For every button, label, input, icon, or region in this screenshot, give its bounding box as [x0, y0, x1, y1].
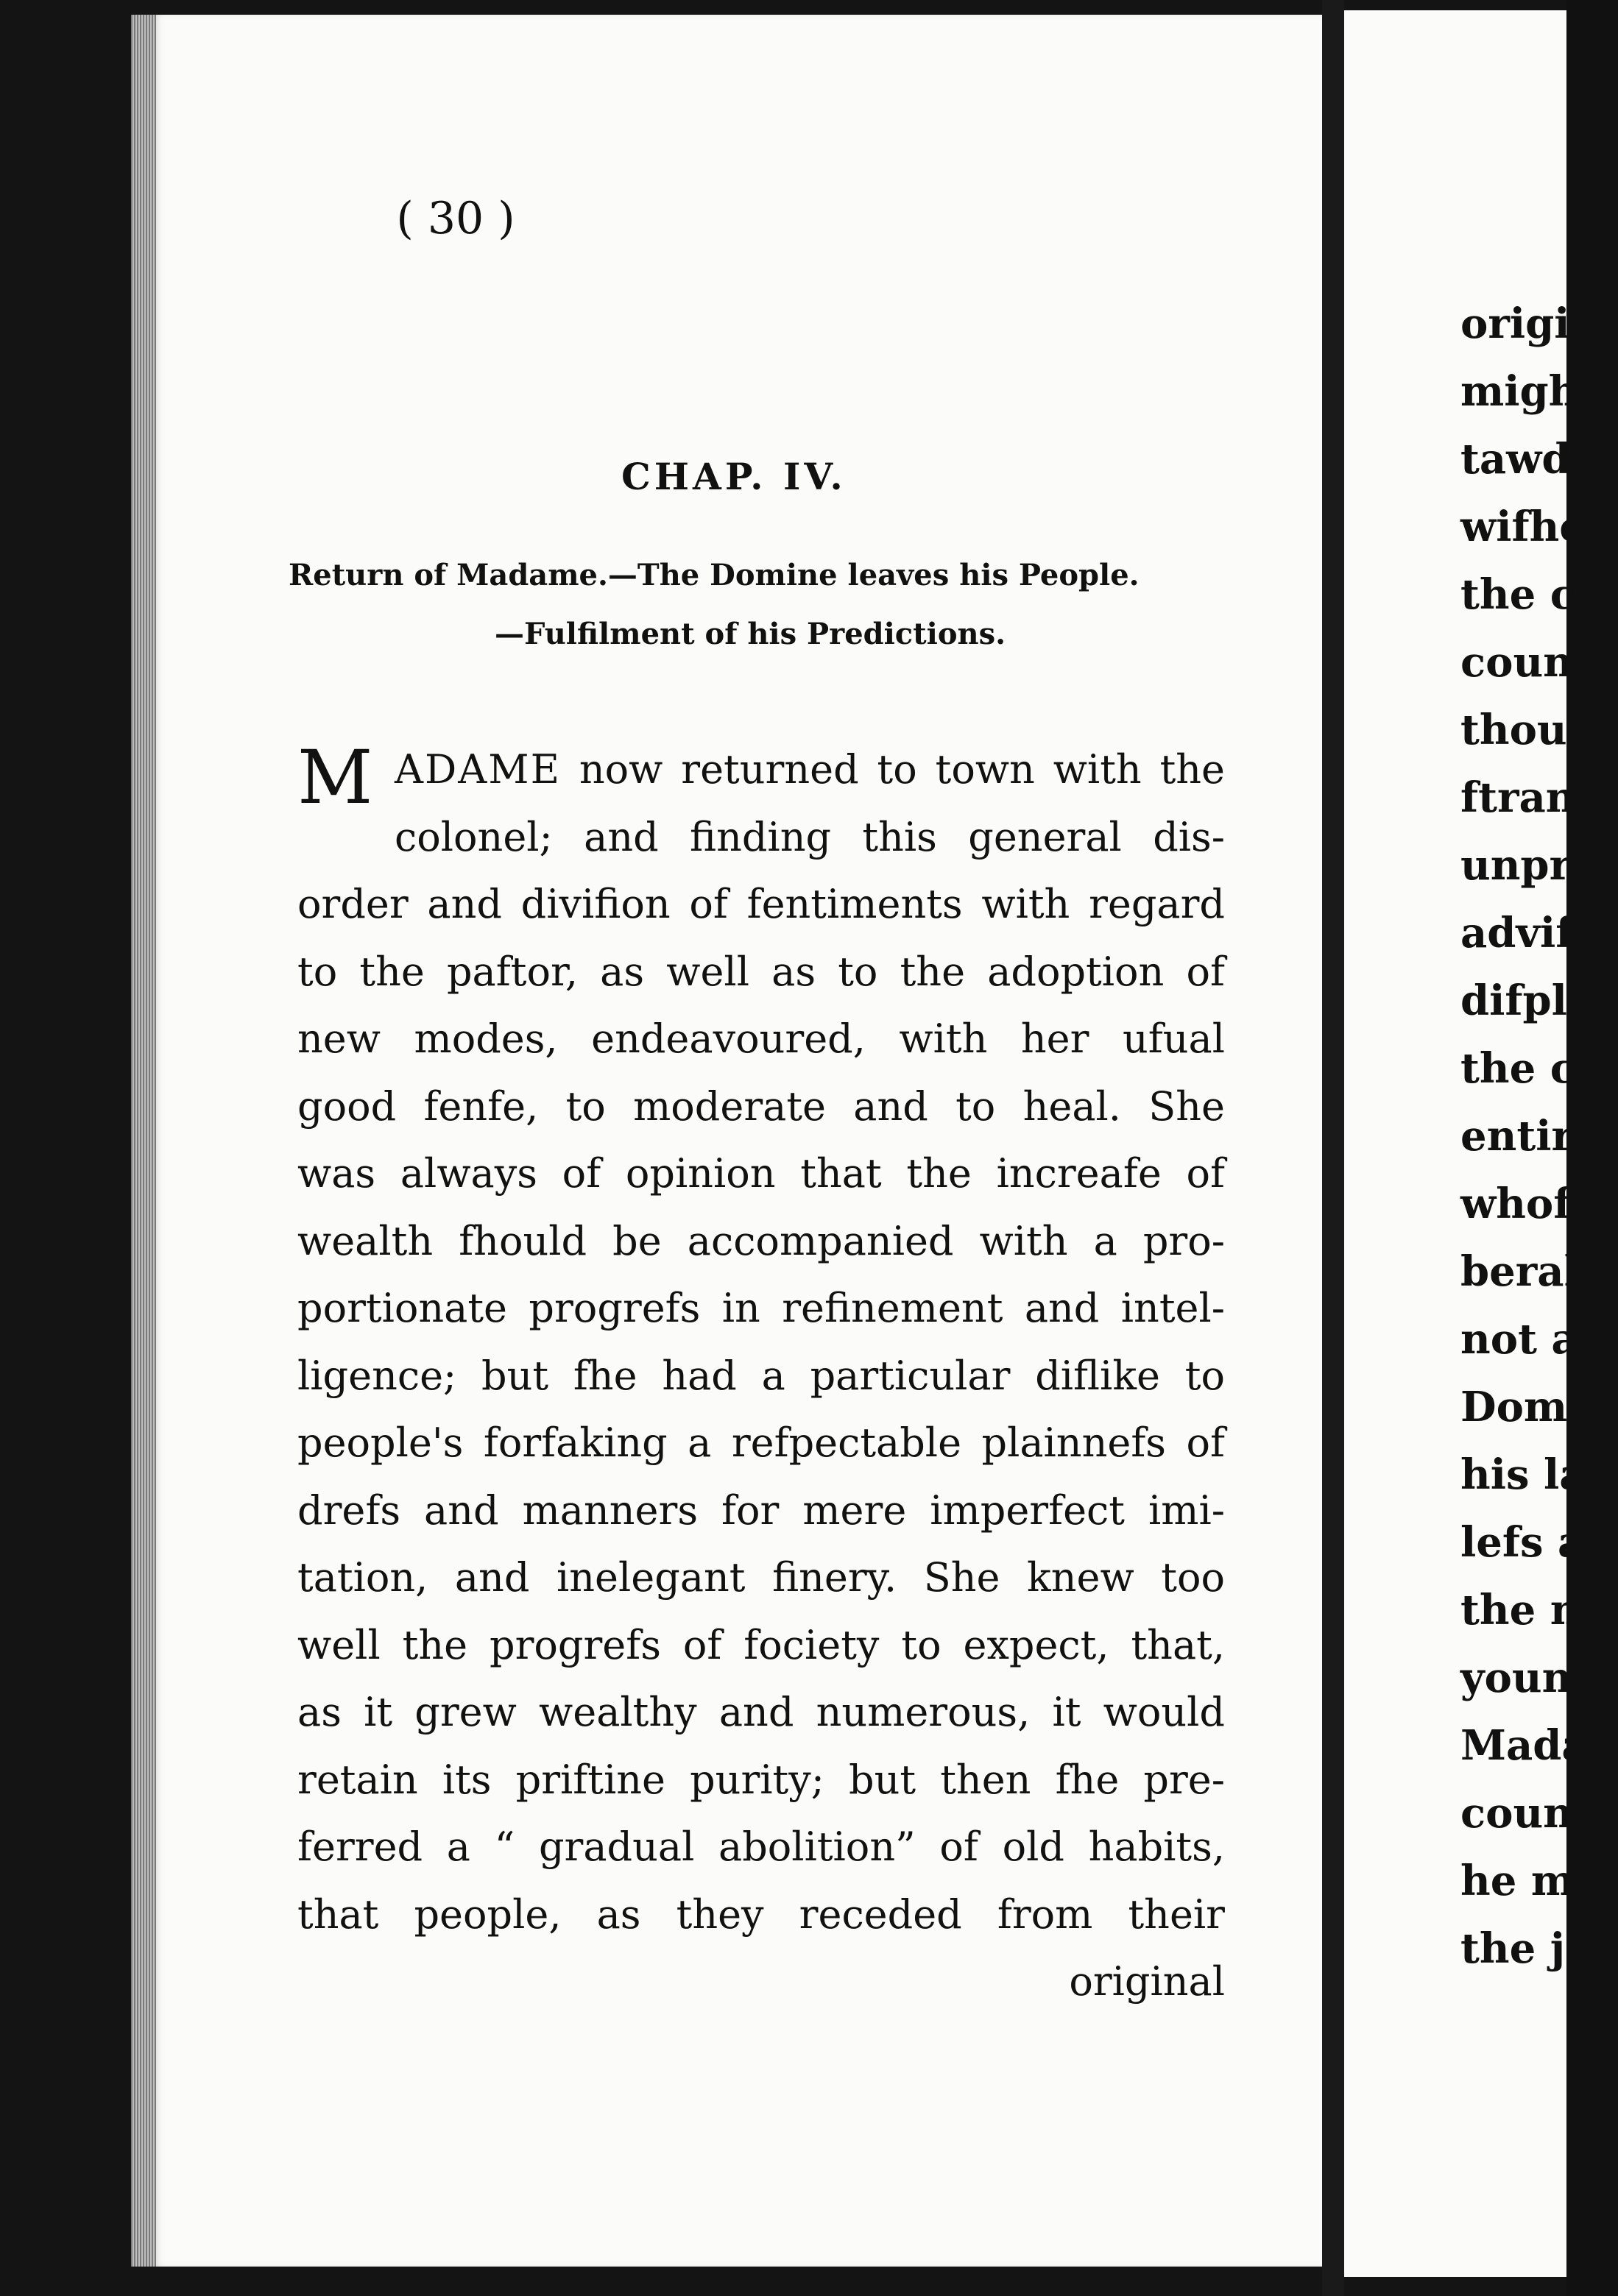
facing-line: migh — [1460, 367, 1579, 416]
facing-line: wifhe — [1460, 503, 1586, 551]
facing-line: counfe — [1460, 1789, 1617, 1838]
facing-line: his lar — [1460, 1450, 1608, 1499]
chapter-heading: CHAP. IV. — [621, 455, 847, 498]
catchword: original — [1069, 1958, 1225, 2005]
body-line: that people, as they receded from their — [297, 1891, 1225, 1938]
opening-line-text: now returned to town with the — [579, 746, 1226, 793]
body-line: was always of opinion that the increafe of — [297, 1150, 1225, 1197]
facing-line: he mu — [1460, 1857, 1605, 1905]
opening-small-caps: ADAME — [395, 746, 561, 793]
facing-line: not al — [1460, 1315, 1594, 1364]
page-number-text: ( 30 ) — [396, 193, 515, 244]
facing-line: unpra — [1460, 841, 1598, 890]
facing-line: the joi — [1460, 1924, 1608, 1973]
facing-line: origi — [1460, 300, 1570, 348]
body-line — [297, 736, 1225, 804]
facing-line: the co — [1460, 1044, 1603, 1093]
facing-line: beral — [1460, 1247, 1580, 1296]
body-line: new modes, endeavoured, with her ufual — [297, 1016, 1225, 1062]
chapter-summary-line: —Fulfilment of his Predictions. — [495, 617, 1006, 651]
body-line: portionate progrefs in refinement and intel- — [297, 1285, 1225, 1331]
body-text — [297, 736, 1225, 2016]
facing-line: count — [1460, 638, 1592, 687]
facing-line: advife — [1460, 909, 1600, 957]
facing-line: whofe — [1460, 1180, 1597, 1228]
facing-line: the ne — [1460, 1586, 1607, 1634]
facing-line: young — [1460, 1654, 1601, 1702]
body-line: order and divifion of fentiments with regard — [297, 881, 1225, 927]
facing-line: lefs ap — [1460, 1518, 1614, 1567]
body-line: wealth fhould be accompanied with a pro- — [297, 1217, 1225, 1264]
body-line: good fenfe, to moderate and to heal. She — [297, 1083, 1225, 1130]
body-line: to the paftor, as well as to the adoption of — [297, 948, 1225, 995]
body-line: drefs and manners for mere imperfect imi- — [297, 1487, 1225, 1534]
body-line: well the progrefs of fociety to expect, that, — [297, 1621, 1225, 1668]
body-line: colonel; and finding this general dis- — [395, 813, 1225, 860]
facing-line: the co — [1460, 570, 1603, 619]
body-line: ferred a “ gradual abolition” of old habits, — [297, 1824, 1225, 1870]
body-line: tation, and inelegant finery. She knew too — [297, 1554, 1225, 1601]
facing-line: thoug — [1460, 706, 1596, 754]
facing-page-text — [1460, 290, 1618, 1983]
facing-line: difple — [1460, 977, 1594, 1025]
body-line: people's forfaking a refpectable plainnefs of — [297, 1420, 1225, 1466]
drop-cap: M — [297, 734, 373, 821]
facing-page — [1344, 10, 1618, 2277]
facing-line: entire — [1460, 1112, 1600, 1161]
page-edges — [131, 15, 156, 2267]
facing-line: Madan — [1460, 1721, 1618, 1770]
body-line: as it grew wealthy and numerous, it would — [297, 1689, 1225, 1735]
chapter-summary-line: Return of Madame.—The Domine leaves his People. — [289, 558, 1140, 592]
facing-line: ftrang — [1460, 773, 1605, 822]
page-number — [0, 193, 1566, 244]
body-line: ligence; but fhe had a particular diflike to — [297, 1352, 1225, 1399]
book-gutter — [1322, 0, 1344, 2296]
body-line: retain its priftine purity; but then fhe pre- — [297, 1756, 1225, 1803]
facing-line: tawdr — [1460, 435, 1593, 483]
facing-line: Domi — [1460, 1383, 1583, 1431]
